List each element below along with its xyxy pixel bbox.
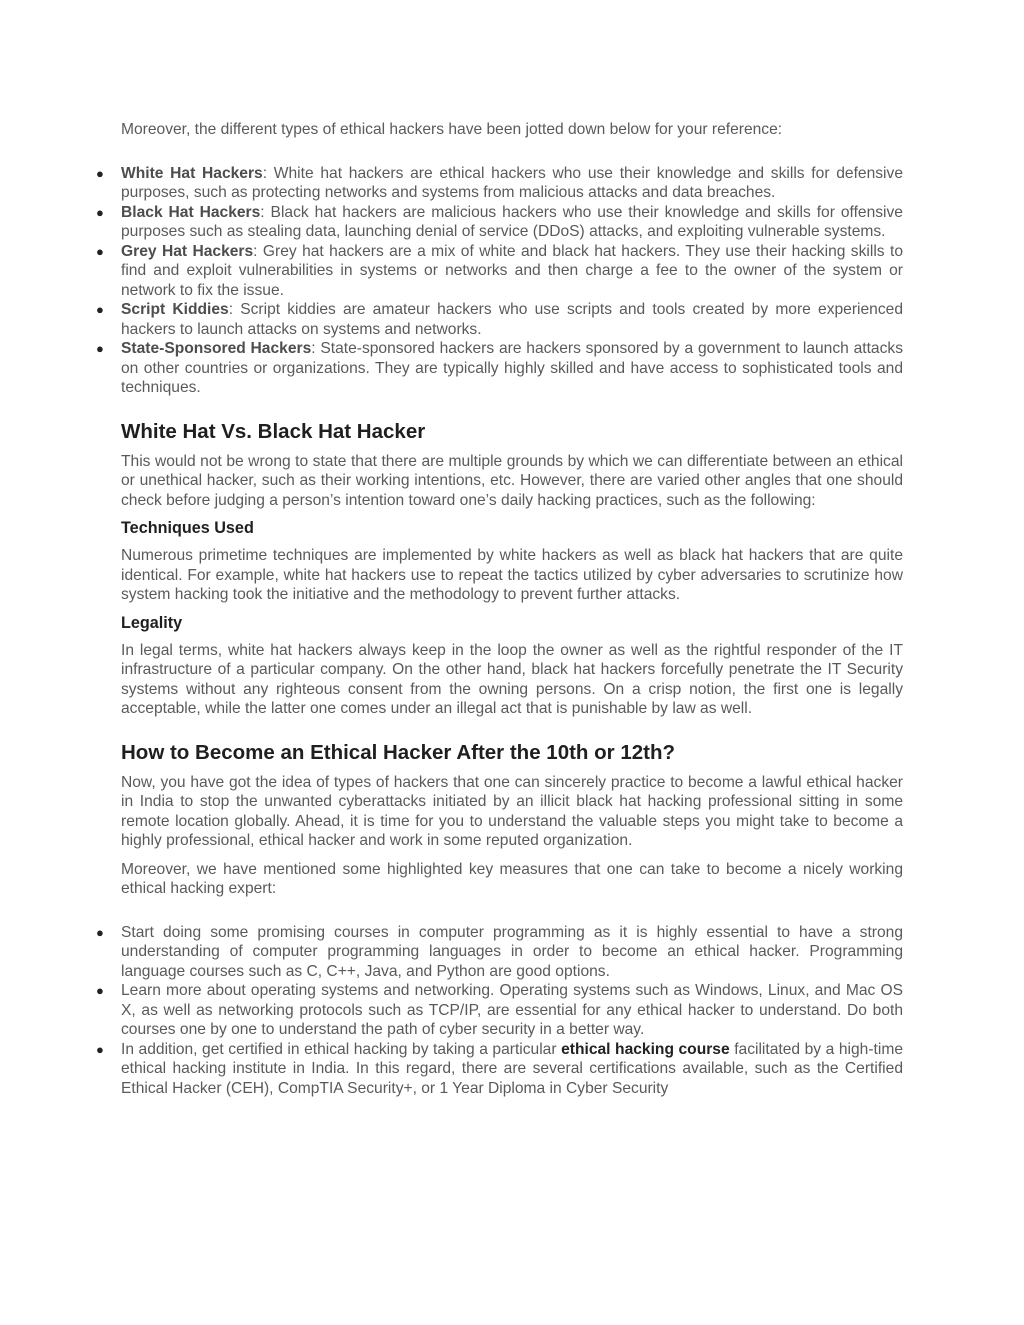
list-item-term: Grey Hat Hackers	[121, 242, 254, 260]
list-item-term: State-Sponsored Hackers	[121, 340, 312, 357]
section-heading-white-vs-black: White Hat Vs. Black Hat Hacker	[121, 419, 426, 443]
list-item	[96, 981, 903, 1040]
bullet-icon: ●	[96, 165, 104, 181]
hacker-types-list	[96, 164, 903, 398]
list-item	[96, 164, 903, 203]
bullet-icon: ●	[96, 243, 104, 259]
list-item-text-after: facilitated by a high-time ethical hacking institute in India. In this regard, there are several certifications available, such as the Certified Ethical Hacker (CEH), CompTIA Security+, or 1 Year Diploma in Cyber Security	[121, 1040, 903, 1097]
list-item-text: : Script kiddies are amateur hackers who use scripts and tools created by more experienced hackers to launch attacks on systems and networks.	[121, 301, 903, 338]
bullet-icon: ●	[96, 983, 104, 998]
list-item-text: : State-sponsored hackers are hackers sponsored by a government to launch attacks on other countries or organizations. They are typically highly skilled and have access to sophisticated tools and techniques.	[121, 340, 903, 396]
bullet-icon: ●	[96, 341, 104, 356]
bullet-icon: ●	[96, 204, 104, 220]
intro-paragraph: Moreover, the different types of ethical hackers have been jotted down below for your reference:	[121, 121, 783, 138]
list-item	[96, 1040, 903, 1099]
section2-paragraph-1: Now, you have got the idea of types of hackers that one can sincerely practice to become a lawful ethical hacker in India to stop the unwanted cyberattacks initiated by an illicit black hat hacking professional sitting in some remote location globally. Ahead, it is time for you to understand the valuable steps you might take to become a highly professional, ethical hacker and work in some reputed organization.	[121, 773, 903, 849]
bullet-icon: ●	[96, 1041, 104, 1057]
list-item	[96, 923, 903, 982]
list-item-text: Learn more about operating systems and networking. Operating systems such as Windows, Linux, and Mac OS X, as well as networking protocols such as TCP/IP, are essential for any ethical hacker to understand. Do both courses one by one to understand the path of cyber security in a better way.	[121, 982, 903, 1038]
ethical-hacking-course-link[interactable]: ethical hacking course	[561, 1040, 730, 1058]
document-page	[96, 120, 903, 1098]
list-item	[96, 339, 903, 398]
subheading-techniques-used: Techniques Used	[121, 519, 254, 537]
list-item-term: Script Kiddies	[121, 301, 229, 318]
list-item-term: White Hat Hackers	[121, 164, 263, 182]
list-item-term: Black Hat Hackers	[121, 203, 261, 221]
list-item	[96, 242, 903, 301]
steps-list	[96, 923, 903, 1099]
techniques-paragraph: Numerous primetime techniques are implemented by white hackers as well as black hat hackers that are quite identical. For example, white hat hackers use to repeat the tactics utilized by cyber adversaries to scrutinize how system hacking took the initiative and the methodology to prevent further attacks.	[121, 547, 903, 603]
list-item-text: : Black hat hackers are malicious hackers who use their knowledge and skills for offensive purposes such as stealing data, launching denial of service (DDoS) attacks, and exploiting vulnerable systems.	[121, 203, 903, 240]
list-item-text: : White hat hackers are ethical hackers who use their knowledge and skills for defensive purposes, such as protecting networks and systems from malicious attacks and data breaches.	[121, 164, 903, 201]
bullet-icon: ●	[96, 302, 104, 317]
section2-paragraph-2: Moreover, we have mentioned some highlighted key measures that one can take to become a nicely working ethical hacking expert:	[121, 860, 903, 897]
subheading-legality: Legality	[121, 613, 183, 632]
bullet-icon: ●	[96, 924, 104, 940]
list-item-text: Start doing some promising courses in computer programming as it is highly essential to have a strong understanding of computer programming languages in order to become an ethical hacker. Programming language courses such as C, C++, Java, and Python are good options.	[121, 923, 903, 980]
list-item-text: : Grey hat hackers are a mix of white and black hat hackers. They use their hacking skills to find and exploit vulnerabilities in systems or networks and then charge a fee to the owner of the system or network to fix the issue.	[121, 242, 903, 299]
list-item	[96, 203, 903, 242]
section-heading-become-ethical-hacker: How to Become an Ethical Hacker After the 10th or 12th?	[121, 740, 676, 764]
list-item	[96, 300, 903, 339]
legality-paragraph: In legal terms, white hat hackers always keep in the loop the owner as well as the rightful responder of the IT infrastructure of a particular company. On the other hand, black hat hackers forcefully penetrate the IT Security systems without any righteous consent from the owning persons. On a crisp notion, the first one is legally acceptable, while the latter one comes under an illegal act that is punishable by law as well.	[121, 641, 903, 717]
section1-paragraph: This would not be wrong to state that there are multiple grounds by which we can differentiate between an ethical or unethical hacker, such as their working intentions, etc. However, there are varied other angles that one should check before judging a person’s intention toward one’s daily hacking practices, such as the following:	[121, 452, 903, 509]
list-item-text-before: In addition, get certified in ethical hacking by taking a particular	[121, 1040, 562, 1058]
